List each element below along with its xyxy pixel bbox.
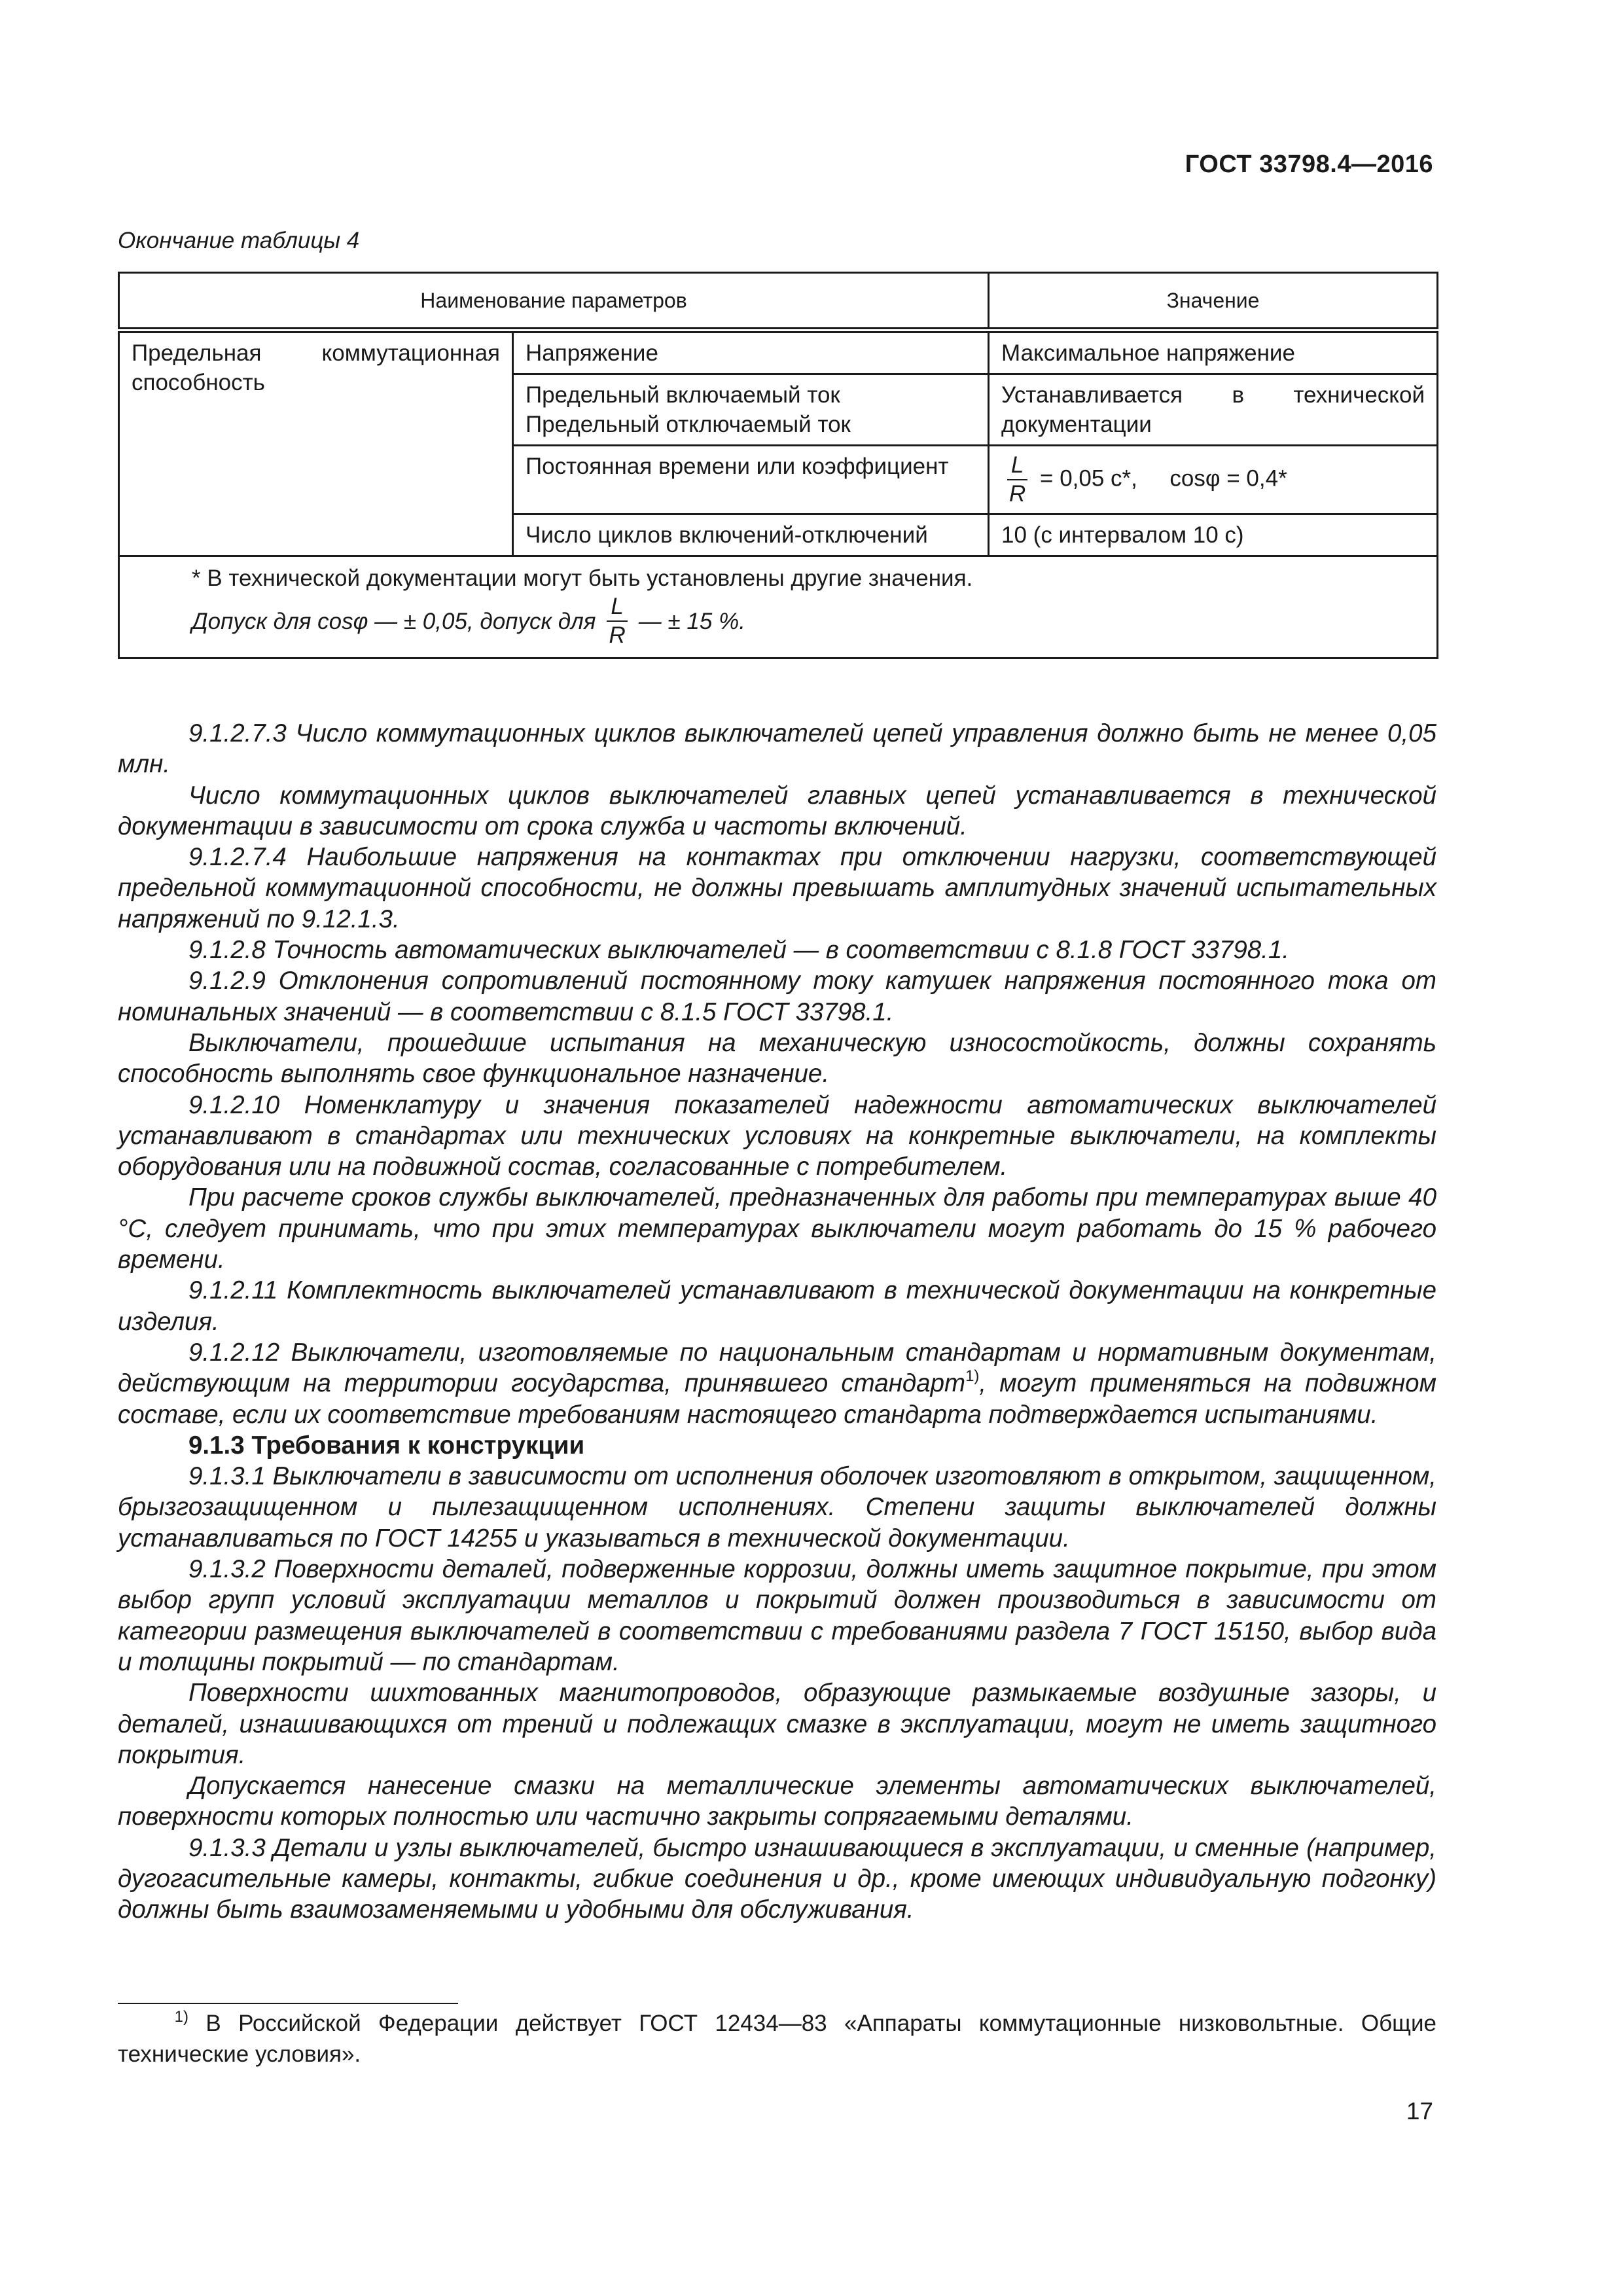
page-number: 17 (1406, 2098, 1433, 2125)
group-label-cell (119, 331, 513, 556)
table-row (119, 331, 1438, 374)
param-cell (513, 374, 989, 446)
tolerance-text: — ± 15 %. (638, 608, 745, 634)
note-line: * В технической документации могут быть установлены другие значения. (192, 565, 973, 591)
paragraph: 9.1.2.9 Отклонения сопротивлений постоянному току катушек напряжения постоянного тока от номинальных значений — в соответствии с 8.1.5 ГОСТ 33798.1. (118, 967, 1436, 1026)
table-header-row (119, 273, 1438, 331)
time-constant-value: = 0,05 с*, (1040, 465, 1137, 492)
value-cell: 10 (с интервалом 10 с) (989, 514, 1438, 556)
value-cell: Максимальное напряжение (989, 331, 1438, 374)
param-cell: Напряжение (513, 331, 989, 374)
table-note-row (119, 556, 1438, 658)
value-cell: Устанавливается в технической документации (989, 374, 1438, 446)
paragraph: 9.1.2.8 Точность автоматических выключателей — в соответствии с 8.1.8 ГОСТ 33798.1. (188, 936, 1289, 965)
col-header-value: Значение (989, 273, 1438, 331)
param-line: Предельный включаемый ток (526, 382, 840, 408)
footnote-divider (118, 2003, 458, 2004)
paragraph (118, 1337, 1436, 1430)
body-text (118, 718, 1436, 1926)
param-cell: Постоянная времени или коэффициент (513, 446, 989, 514)
fraction-numerator: L (607, 593, 627, 622)
footnote-ref[interactable]: 1) (965, 1367, 980, 1386)
paragraph: 9.1.2.7.4 Наибольшие напряжения на контактах при отключении нагрузки, соответствующей предельной коммутационной способности, не должны превышать амплитудных значений испытательных напряжений по 9.12.1.3. (118, 843, 1436, 933)
paragraph: Поверхности шихтованных магнитопроводов, образующие размыкаемые воздушные зазоры, и деталей, изнашивающихся от трений и подлежащих смазке в эксплуатации, могут не иметь защитного покрытия. (118, 1679, 1436, 1769)
paragraph: При расчете сроков службы выключателей, предназначенных для работы при температурах выше 40 °С, следует принимать, что при этих температурах выключатели могут работать до 15 % рабочего времени. (118, 1183, 1436, 1274)
fraction-denominator: R (609, 622, 626, 648)
footnote-mark-sup: 1) (174, 2008, 188, 2026)
table-note (119, 556, 1438, 658)
paragraph-text: , могут применяться на подвижном составе, если их соответствие требованиям настоящего стандарта подтверждается испытаниями. (118, 1369, 1436, 1429)
section-heading: 9.1.3 Требования к конструкции (188, 1431, 585, 1460)
param-line: Предельный отключаемый ток (526, 412, 851, 437)
paragraph-text: 9.1.2.12 Выключатели, изготовляемые по национальным стандартам и нормативным документам, действующим на территории государства, принявшего стандарт (118, 1338, 1436, 1398)
table-caption: Окончание таблицы 4 (118, 228, 360, 253)
document-number: ГОСТ 33798.4—2016 (1185, 151, 1433, 178)
footnote-mark (118, 2008, 188, 2039)
fraction-denominator: R (1009, 481, 1026, 507)
footnote (118, 2008, 1436, 2070)
table-4 (118, 272, 1438, 659)
paragraph: 9.1.2.10 Номенклатуру и значения показателей надежности автоматических выключателей устанавливают в стандартах или технических условиях на конкретные выключатели, на комплекты оборудования или на подвижной состав, согласованные с потребителем. (118, 1090, 1436, 1181)
paragraph: Выключатели, прошедшие испытания на механическую износостойкость, должны сохранять способность выполнять свое функциональное назначение. (118, 1028, 1436, 1088)
fraction-l-over-r (1005, 452, 1029, 508)
paragraph: Число коммутационных циклов выключателей главных цепей устанавливается в технической документации в зависимости от срока служба и частоты включений. (118, 781, 1436, 840)
param-cell: Число циклов включений-отключений (513, 514, 989, 556)
paragraph: 9.1.2.11 Комплектность выключателей устанавливают в технической документации на конкретные изделия. (118, 1276, 1436, 1336)
paragraph: 9.1.3.2 Поверхности деталей, подверженные коррозии, должны иметь защитное покрытие, при этом выбор групп условий эксплуатации металлов и покрытий должен производиться в зависимости от категории размещения выключателей в соответствии с требованиями раздела 7 ГОСТ 15150, выбор вида и толщины покрытий — по стандартам. (118, 1555, 1436, 1676)
col-header-params: Наименование параметров (119, 273, 989, 331)
paragraph: 9.1.3.1 Выключатели в зависимости от исполнения оболочек изготовляют в открытом, защищенном, брызгозащищенном и пылезащищенном исполнениях. Степени защиты выключателей должны устанавливаться по ГОСТ 14255 и указываться в технической документации. (118, 1462, 1436, 1552)
group-label: Предельная коммутационная способность (132, 340, 500, 395)
tolerance-text: Допуск для cosφ — ± 0,05, допуск для (192, 608, 596, 634)
paragraph: 9.1.3.3 Детали и узлы выключателей, быстро изнашивающиеся в эксплуатации, и сменные (например, дугогасительные камеры, контакты, гибкие соединения и др., кроме имеющих индивидуальную подгонку) должны быть взаимозаменяемыми и удобными для обслуживания. (118, 1833, 1436, 1924)
paragraph: 9.1.2.7.3 Число коммутационных циклов выключателей цепей управления должно быть не менее 0,05 млн. (118, 719, 1436, 779)
fraction-numerator: L (1007, 452, 1027, 480)
tolerance-line (192, 593, 1425, 649)
paragraph: Допускается нанесение смазки на металлические элементы автоматических выключателей, поверхности которых полностью или частично закрыты сопрягаемыми деталями. (118, 1772, 1436, 1831)
tolerance-fraction (605, 593, 629, 649)
cos-phi-value: cosφ = 0,4* (1169, 465, 1287, 492)
value-cell (989, 446, 1438, 514)
footnote-text: В Российской Федерации действует ГОСТ 12434—83 «Аппараты коммутационные низковольтные. Общие технические условия». (118, 2011, 1436, 2067)
